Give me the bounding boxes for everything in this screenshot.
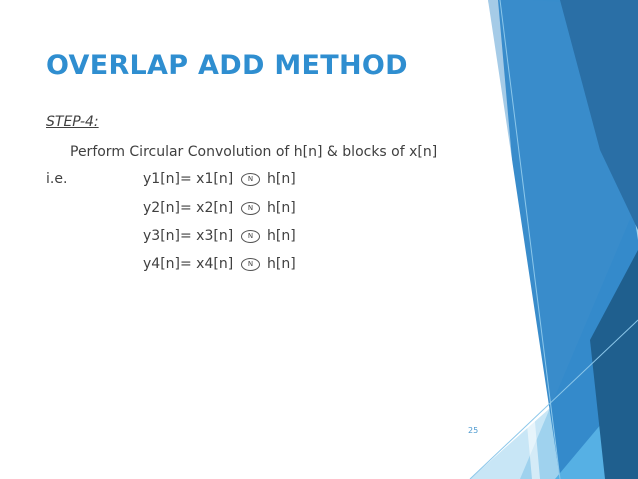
equation-rhs: h[n] [267, 200, 296, 216]
equation-lhs: y2[n]= x2[n] [143, 200, 234, 216]
circular-convolution-symbol: N [241, 258, 260, 271]
equation-row-2 [143, 198, 296, 218]
step-label: STEP-4: [46, 114, 99, 130]
equation-lhs: y4[n]= x4[n] [143, 256, 234, 272]
equation-rhs: h[n] [267, 256, 296, 272]
circular-convolution-symbol: N [241, 202, 260, 215]
circular-convolution-symbol: N [241, 173, 260, 186]
equation-rhs: h[n] [267, 228, 296, 244]
circular-convolution-symbol: N [241, 230, 260, 243]
ie-label: i.e. [46, 171, 68, 187]
equation-row-1 [143, 169, 296, 189]
equation-rhs: h[n] [267, 171, 296, 187]
equation-row-4 [143, 254, 296, 274]
intro-text: Perform Circular Convolution of h[n] & blocks of x[n] [70, 144, 438, 160]
equation-row-3 [143, 226, 296, 246]
equation-lhs: y3[n]= x3[n] [143, 228, 234, 244]
slide-title: OVERLAP ADD METHOD [46, 50, 408, 81]
equation-lhs: y1[n]= x1[n] [143, 171, 234, 187]
page-number: 25 [468, 426, 479, 435]
